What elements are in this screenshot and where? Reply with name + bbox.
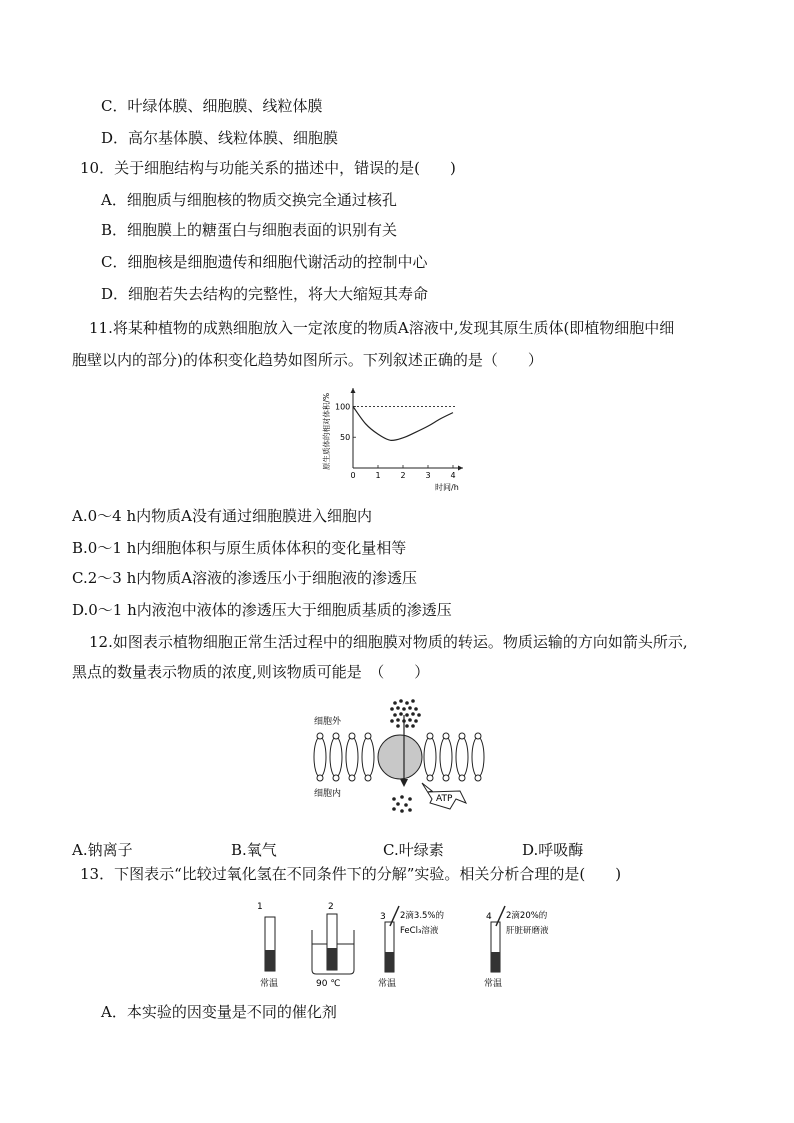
tube-1-label: 常温 [260,979,279,989]
tube-2-number: 2 [328,902,334,912]
x-tick-label: 2 [400,471,406,480]
tube-4-number: 4 [486,912,492,922]
option-c: C.叶绿素 [383,841,444,859]
test-tube-figure [250,900,590,995]
carrier-protein [378,735,422,779]
y-axis-arrow [351,388,356,393]
option-d: D．细胞若失去结构的完整性，将大大缩短其寿命 [101,285,429,303]
tube-4-note-1: 2滴20%的 [506,911,548,921]
outside-label: 细胞外 [314,717,342,727]
x-axis-label: 时间/h [435,483,459,492]
membrane-transport-figure [310,695,500,825]
atp-label: ATP [436,794,453,804]
option-b: B.0～1 h内细胞体积与原生质体体积的变化量相等 [72,539,407,557]
x-axis-arrow [458,466,463,471]
molecule-dots-top [390,699,421,728]
option-d: D.0～1 h内液泡中液体的渗透压大于细胞质基质的渗透压 [72,601,452,619]
option-a: A.0～4 h内物质A没有通过细胞膜进入细胞内 [72,507,372,525]
y-axis-label: 原生质体的相对体积/% [322,392,331,470]
x-tick-label: 1 [375,471,381,480]
tube-3-number: 3 [380,912,386,922]
x-tick-label: 3 [425,471,431,480]
tube-1-number: 1 [257,902,263,912]
tube-3-note-2: FeCl₃溶液 [400,926,439,936]
option-c: C.2～3 h内物质A溶液的渗透压小于细胞液的渗透压 [72,569,418,587]
tube-3-label: 常温 [378,979,397,989]
y-tick-label: 50 [340,433,351,443]
option-b: B．细胞膜上的糖蛋白与细胞表面的识别有关 [101,221,398,239]
option-a: A.钠离子 [72,841,133,859]
tube-4-note-2: 肝脏研磨液 [506,926,549,936]
tube-3-note-1: 2滴3.5%的 [400,911,445,921]
question-10-stem: 10．关于细胞结构与功能关系的描述中，错误的是( ) [80,159,456,177]
tube-2-label: 90 ℃ [316,979,341,989]
volume-line-chart [315,380,475,498]
option-c: C．细胞核是细胞遗传和细胞代谢活动的控制中心 [101,253,428,271]
option-a: A．本实验的因变量是不同的催化剂 [101,1003,337,1021]
option-a: A．细胞质与细胞核的物质交换完全通过核孔 [101,191,397,209]
question-12-stem-line2: 黑点的数量表示物质的浓度,则该物质可能是 （ ） [72,663,430,681]
option-b: B.氧气 [231,841,277,859]
x-tick-label: 4 [450,471,456,480]
question-12-stem-line1: 12.如图表示植物细胞正常生活过程中的细胞膜对物质的转运。物质运输的方向如箭头所示, [89,633,688,651]
volume-curve [353,406,453,440]
option-d: D．高尔基体膜、线粒体膜、细胞膜 [101,129,339,147]
option-d: D.呼吸酶 [522,841,584,859]
tube-4-label: 常温 [484,979,503,989]
question-11-stem-line1: 11.将某种植物的成熟细胞放入一定浓度的物质A溶液中,发现其原生质体(即植物细胞中细 [89,319,675,337]
molecule-dots-bottom [392,795,412,813]
option-c: C．叶绿体膜、细胞膜、线粒体膜 [101,97,323,115]
x-tick-label: 0 [350,471,356,480]
question-11-stem-line2: 胞壁以内的部分)的体积变化趋势如图所示。下列叙述正确的是（ ） [72,351,543,369]
question-13-stem: 13．下图表示“比较过氧化氢在不同条件下的分解”实验。相关分析合理的是( ) [80,865,622,883]
inside-label: 细胞内 [314,789,342,799]
y-tick-label: 100 [335,402,351,412]
